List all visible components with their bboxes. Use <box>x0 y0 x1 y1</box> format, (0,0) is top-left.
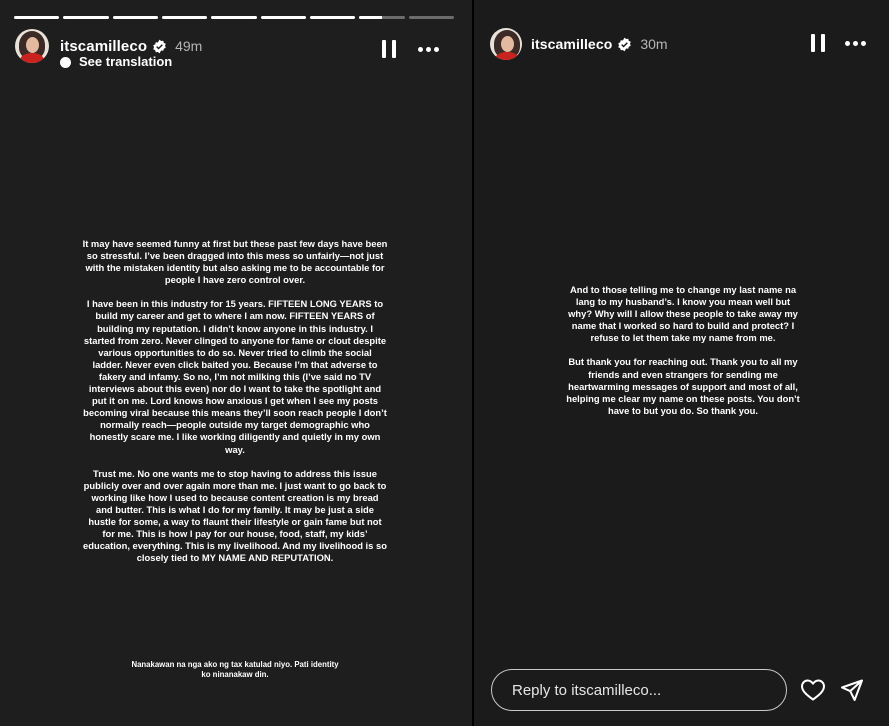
more-options-icon[interactable] <box>418 47 439 52</box>
story-progress-bar <box>14 16 454 20</box>
see-translation-button[interactable] <box>60 54 172 69</box>
avatar[interactable] <box>490 28 522 60</box>
avatar[interactable] <box>15 29 49 63</box>
story-paragraph: And to those telling me to change my last name na lang to my husband’s. I know you mean well but why? Why will I allow these people to take away my name that I worked so hard to build and protect? I refuse to let them take my name from me. <box>568 284 798 344</box>
verified-badge-icon <box>617 37 632 52</box>
heart-icon[interactable] <box>800 678 826 702</box>
post-time: 49m <box>175 38 203 54</box>
progress-segment <box>162 16 207 19</box>
story-paragraph: It may have seemed funny at first but these past few days have been so stressful. I’ve been dragged into this mess so unfairly—not just with the mistaken identity but also asking me to be accountable for people I have zero control over. <box>82 238 388 286</box>
story-panel-right[interactable] <box>474 0 889 726</box>
progress-segment <box>14 16 59 19</box>
see-translation-label: See translation <box>79 54 173 69</box>
story-footnote: Nanakawan na nga ako ng tax katulad niyo. Pati identity ko ninanakaw din. <box>131 660 339 679</box>
username[interactable]: itscamilleco <box>60 37 148 55</box>
progress-segment <box>261 16 306 19</box>
translate-icon <box>60 57 71 68</box>
more-options-icon[interactable] <box>845 41 866 46</box>
story-header <box>490 28 668 60</box>
send-icon[interactable] <box>840 678 864 702</box>
progress-segment <box>359 16 404 19</box>
pause-icon[interactable] <box>811 34 825 52</box>
reply-placeholder: Reply to itscamilleco... <box>512 681 662 699</box>
post-time: 30m <box>640 36 668 52</box>
progress-segment <box>63 16 108 19</box>
reply-input[interactable] <box>491 669 787 711</box>
progress-segment <box>113 16 158 19</box>
progress-segment <box>310 16 355 19</box>
story-controls <box>382 40 439 58</box>
progress-segment <box>409 16 454 19</box>
progress-segment <box>211 16 256 19</box>
pause-icon[interactable] <box>382 40 396 58</box>
username[interactable]: itscamilleco <box>531 36 613 52</box>
story-controls <box>811 34 866 52</box>
verified-badge-icon <box>152 39 167 54</box>
story-text <box>82 238 388 576</box>
story-text <box>563 284 803 429</box>
story-paragraph: Trust me. No one wants me to stop having to address this issue publicly over and over again more than me. I just want to go back to working like how I used to because content creation is my bread and butter. This is what I do for my family. It may be just a side hustle for some, a way to flaunt their lifestyle or gain fame but not for me. This is how I pay for our house, food, staff, my kids’ education, everything. This is my livelihood. And my livelihood is so closely tied to MY NAME AND REPUTATION. <box>83 467 387 564</box>
story-paragraph: I have been in this industry for 15 years. FIFTEEN LONG YEARS to build my career and get to where I am now. FIFTEEN YEARS of building my reputation. I didn’t know anyone in this industry. I started from zero. Never clinged to anyone for fame or clout despite various opportunities to do so. Never tried to climb the social ladder. Never even click baited you. Because I’m that adverse to fakery and infamy. So no, I’m not milking this (I’ve said no TV interviews about this even) nor do I want to take the spotlight and put it on me. Lord knows how anxious I get when I see my posts becoming viral because this means they’ll soon reach people I don’t normally reach—people outside my target demographic who honestly scare me. I like working diligently and quietly in my own way. <box>83 298 387 455</box>
story-paragraph: But thank you for reaching out. Thank you to all my friends and even strangers for sending me heartwarming messages of support and most of all, helping me clear my name on these posts. You don’t have to but you do. So thank you. <box>566 356 800 416</box>
